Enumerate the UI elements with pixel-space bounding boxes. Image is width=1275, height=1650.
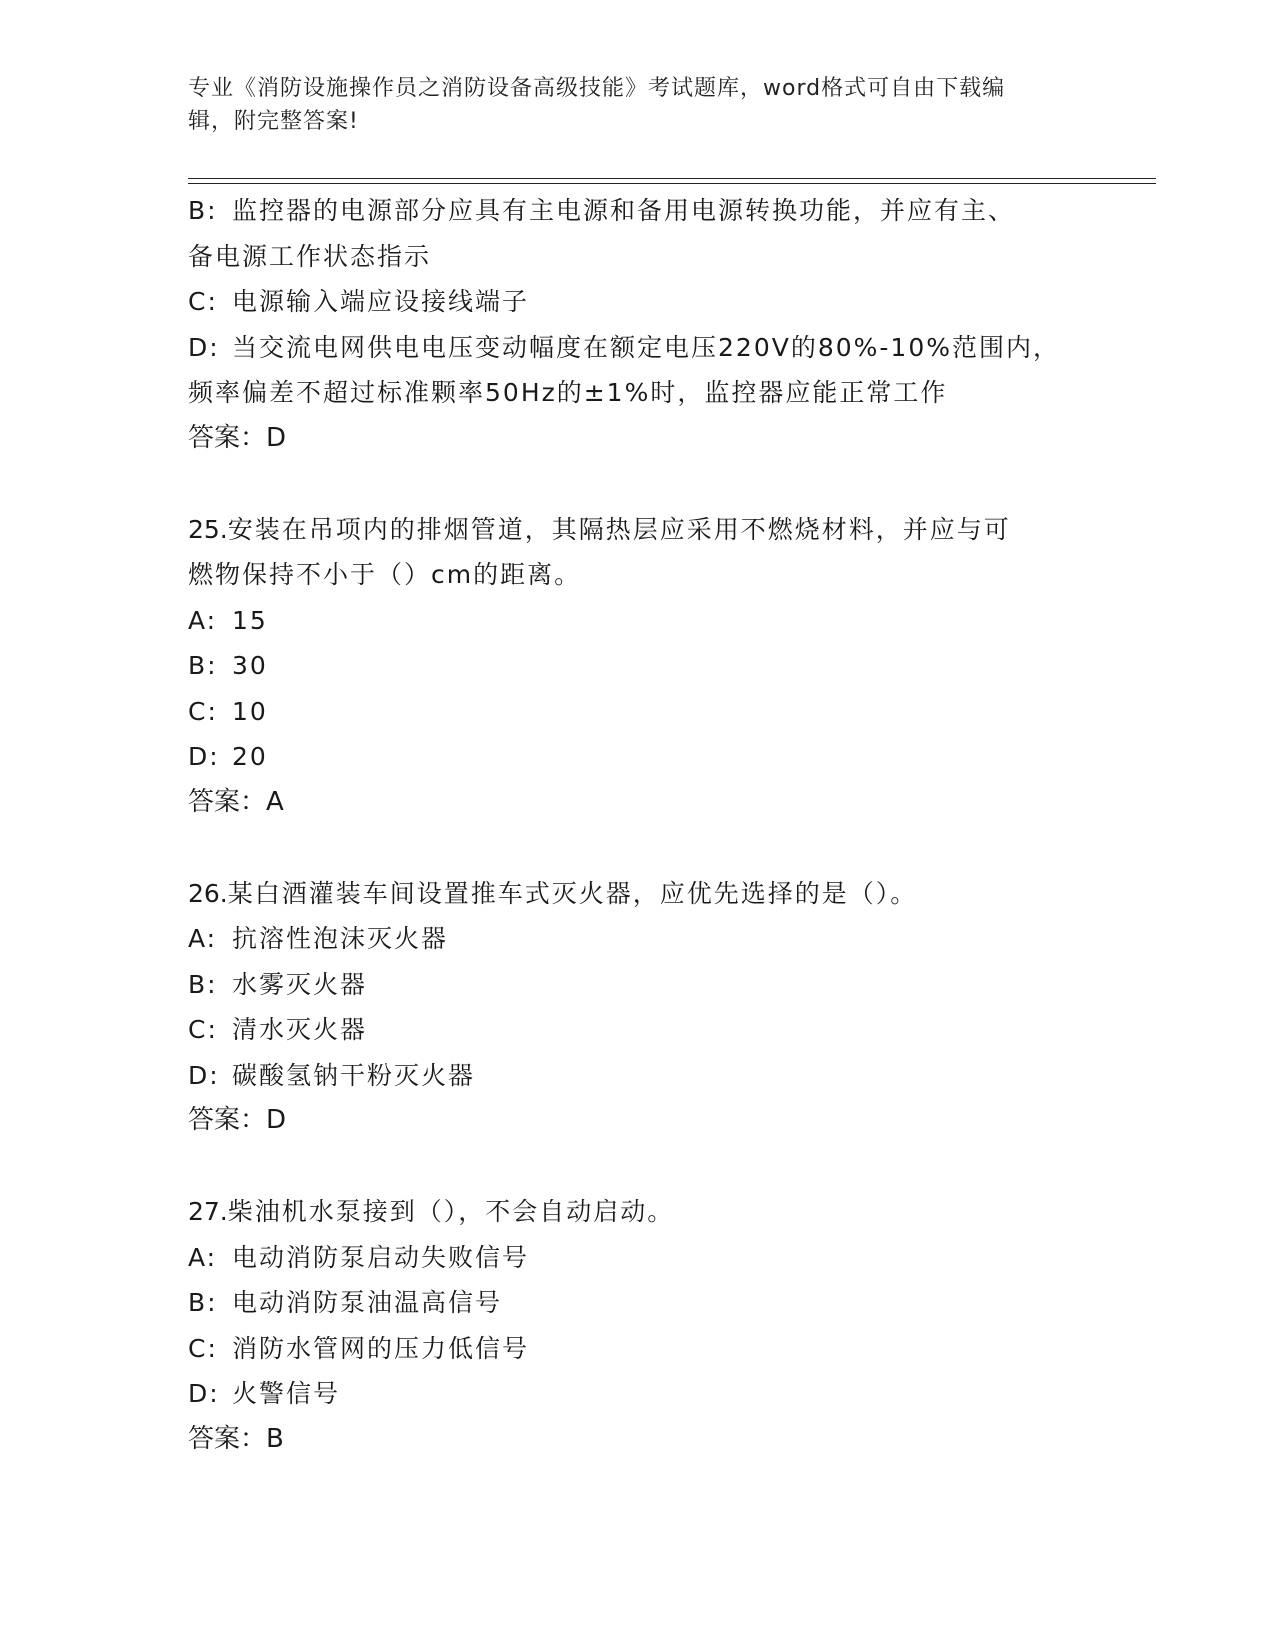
option-label: B: <box>188 969 218 999</box>
option-text: 水雾灭火器 <box>232 969 368 999</box>
option-label: B: <box>188 651 218 680</box>
option-text: 电动消防泵启动失败信号 <box>232 1242 530 1272</box>
option-d <box>188 1371 1088 1417</box>
answer: 答案：D <box>188 422 287 453</box>
option-label: C: <box>188 287 218 316</box>
option-c <box>188 1326 1088 1372</box>
question-stem-text: 安装在吊项内的排烟管道，其隔热层应采用不燃烧材料，并应与可 <box>227 514 1011 544</box>
answer: 答案：B <box>188 1423 284 1454</box>
option-a <box>188 1235 1088 1281</box>
option-d <box>188 1053 1088 1099</box>
option-a <box>188 916 1088 962</box>
option-d-continued: 频率偏差不超过标准颗率50Hz的±1%时，监控器应能正常工作 <box>188 378 948 407</box>
header-line-1: 专业《消防设施操作员之消防设备高级技能》考试题库，word格式可自由下载编 <box>188 76 1006 101</box>
option-label: B: <box>188 1288 218 1317</box>
document-header <box>188 72 1068 138</box>
option-text: 15 <box>232 605 268 635</box>
header-divider-top <box>188 178 1156 179</box>
option-text: 火警信号 <box>232 1379 341 1408</box>
option-a <box>188 598 1088 644</box>
option-b <box>188 962 1088 1008</box>
option-label: B: <box>188 196 218 225</box>
question-27 <box>188 1189 1088 1462</box>
question-stem-text: 某白酒灌装车间设置推车式灭火器，应优先选择的是（）。 <box>227 878 918 908</box>
question-stem <box>188 871 1088 917</box>
option-text: 清水灭火器 <box>232 1015 368 1044</box>
option-label: D: <box>188 1379 220 1408</box>
header-line-2: 辑，附完整答案! <box>188 109 359 134</box>
question-number: 27. <box>188 1197 228 1226</box>
option-label: D: <box>188 742 220 771</box>
option-b <box>188 188 1088 234</box>
option-b <box>188 643 1088 689</box>
option-c <box>188 1007 1088 1053</box>
option-label: A: <box>188 1242 218 1272</box>
question-stem-continued: 燃物保持不小于（）cm的距离。 <box>188 560 582 589</box>
question-stem <box>188 507 1088 553</box>
option-c <box>188 279 1088 325</box>
option-text: 消防水管网的压力低信号 <box>232 1333 530 1363</box>
option-label: C: <box>188 1015 218 1044</box>
option-label: C: <box>188 1333 218 1363</box>
question-content <box>188 188 1088 1462</box>
option-text: 10 <box>232 696 268 726</box>
option-text: 电动消防泵油温高信号 <box>232 1288 503 1317</box>
option-label: C: <box>188 696 218 726</box>
option-text: 30 <box>232 651 268 680</box>
option-label: D: <box>188 1060 220 1090</box>
option-label: D: <box>188 332 220 362</box>
option-text: 20 <box>232 742 268 771</box>
option-b-continued: 备电源工作状态指示 <box>188 241 432 271</box>
answer: 答案：A <box>188 786 284 817</box>
prev-question <box>188 188 1088 461</box>
option-d <box>188 325 1088 371</box>
option-label: A: <box>188 605 218 635</box>
option-b <box>188 1280 1088 1326</box>
option-text: 抗溶性泡沫灭火器 <box>232 924 449 953</box>
answer: 答案：D <box>188 1105 287 1135</box>
option-d <box>188 734 1088 780</box>
question-number: 26. <box>188 878 228 908</box>
option-c <box>188 689 1088 735</box>
option-text: 监控器的电源部分应具有主电源和备用电源转换功能，并应有主、 <box>232 196 1016 225</box>
option-text: 电源输入端应设接线端子 <box>232 287 530 316</box>
header-divider-bottom <box>188 183 1156 184</box>
option-text: 碳酸氢钠干粉灭火器 <box>232 1060 476 1090</box>
question-number: 25. <box>188 514 228 544</box>
option-label: A: <box>188 924 218 953</box>
option-text: 当交流电网供电电压变动幅度在额定电压220V的80%-10%范围内， <box>232 332 1060 362</box>
question-26 <box>188 871 1088 1144</box>
question-stem <box>188 1189 1088 1235</box>
question-25 <box>188 507 1088 826</box>
question-stem-text: 柴油机水泵接到（），不会自动启动。 <box>227 1197 675 1226</box>
